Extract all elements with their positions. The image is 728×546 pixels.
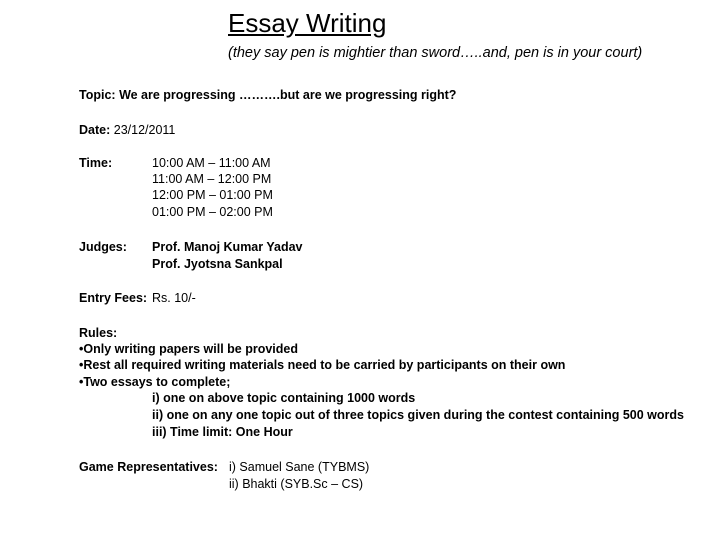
time-slot: 01:00 PM – 02:00 PM	[152, 205, 273, 219]
slide-title: Essay Writing	[228, 8, 387, 38]
rule-item: •Two essays to complete;	[79, 375, 231, 389]
entry-fees-label: Entry Fees:	[79, 291, 148, 305]
time-slot: 10:00 AM – 11:00 AM	[152, 156, 271, 170]
representative-name: ii) Bhakti (SYB.Sc – CS)	[229, 477, 364, 491]
rule-item: •Rest all required writing materials need to be carried by participants on their own	[79, 358, 566, 372]
date-label: Date:	[79, 123, 111, 137]
judges-label: Judges:	[79, 240, 127, 254]
rule-sub-item: ii) one on any one topic out of three topics given during the contest containing 500 words	[152, 408, 684, 422]
entry-fees-value: Rs. 10/-	[152, 291, 196, 305]
judge-name: Prof. Jyotsna Sankpal	[152, 257, 283, 271]
date-value: 23/12/2011	[113, 123, 176, 137]
rule-sub-item: iii) Time limit: One Hour	[152, 425, 293, 439]
rule-item: •Only writing papers will be provided	[79, 342, 298, 356]
time-label: Time:	[79, 156, 113, 170]
rule-sub-item: i) one on above topic containing 1000 words	[152, 391, 416, 405]
judge-name: Prof. Manoj Kumar Yadav	[152, 240, 303, 254]
topic-value: We are progressing ……….but are we progressing right?	[119, 88, 457, 102]
time-slot: 11:00 AM – 12:00 PM	[152, 172, 272, 186]
topic-label: Topic:	[79, 88, 116, 102]
time-slot: 12:00 PM – 01:00 PM	[152, 188, 273, 202]
rules-label: Rules:	[79, 326, 118, 340]
representative-name: i) Samuel Sane (TYBMS)	[229, 460, 370, 474]
date-line	[79, 122, 175, 138]
representatives-label: Game Representatives:	[79, 460, 218, 474]
topic-line	[79, 87, 456, 103]
slide-subtitle: (they say pen is mightier than sword…..and, pen is in your court)	[228, 45, 643, 61]
